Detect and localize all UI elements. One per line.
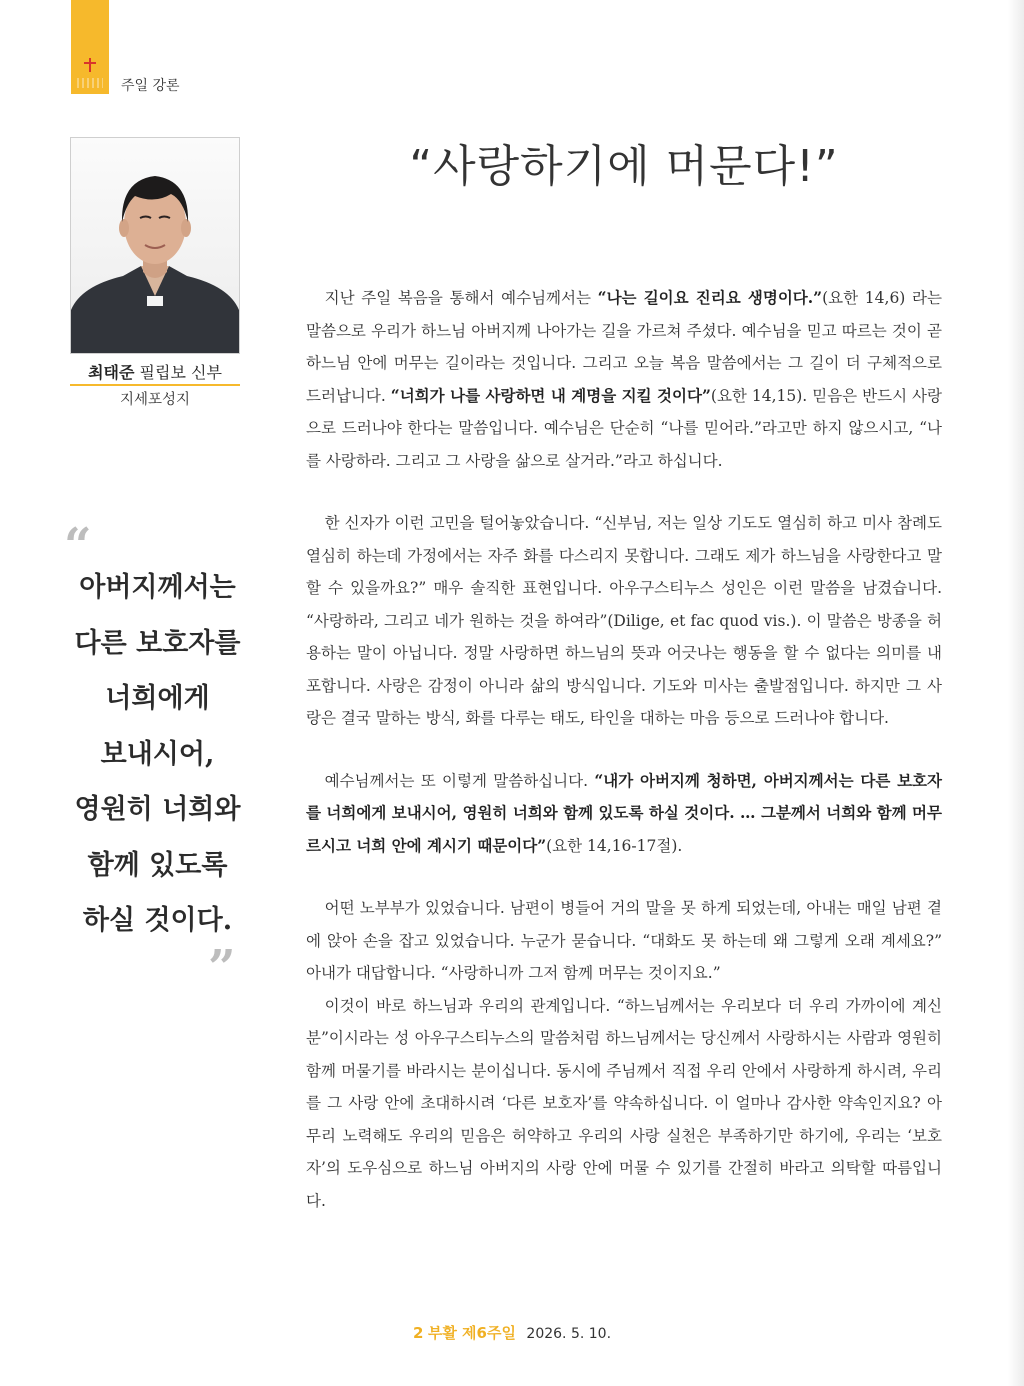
author-title: 필립보 신부 <box>134 363 222 382</box>
pull-quote-line: 영원히 너희와 <box>74 794 241 825</box>
page-footer <box>0 1322 1024 1343</box>
pull-quote-line: 다른 보호자를 <box>74 627 241 659</box>
paragraph: 이것이 바로 하느님과 우리의 관계입니다. “하느님께서는 우리보다 더 우리 가까이에 계신 분”이시라는 성 아우구스티누스의 말씀처럼 하느님께서는 당신께서 사랑하시는 사람과 영원히 함께 머물기를 바라시는 분이십니다. 동시에 주님께서 직접 우리 안에서 사랑하게 하시려, 우리를 그 사랑 안에 초대하시려 ‘다른 보호자’를 약속하십니다. 이 얼마나 감사한 약속인지요? 아무리 노력해도 우리의 믿음은 허약하고 우리의 사랑 실천은 부족하기만 하기에, 우리는 ‘보호자’의 도우심으로 하느님 아버지의 사랑 안에 머물 수 있기를 간절히 바라고 의탁할 따름입니다. <box>306 996 942 1210</box>
paragraph: 어떤 노부부가 있었습니다. 남편이 병들어 거의 말을 못 하게 되었는데, 아내는 매일 남편 곁에 앉아 손을 잡고 있었습니다. 누군가 묻습니다. “대화도 못 하는데 왜 그렇게 오래 계세요?” 아내가 대답합니다. “사랑하니까 그저 함께 머무는 것이지요.” <box>306 899 942 982</box>
page-edge-shadow <box>1008 0 1024 1386</box>
section-tab <box>71 0 109 94</box>
paragraph: 예수님께서는 또 이렇게 말씀하십니다. “내가 아버지께 청하면, 아버지께서는 다른 보호자를 너희에게 보내시어, 영원히 너희와 함께 있도록 하실 것이다. … 그분께서 너희와 함께 머무르시고 너희 안에 계시기 때문이다”(요한 14,16-17절). <box>306 770 942 855</box>
author-name <box>70 360 240 383</box>
pull-quote-line: 보내시어, <box>100 738 215 770</box>
cross-icon <box>81 56 99 74</box>
author-photo <box>70 137 240 354</box>
close-quote-mark: ” <box>208 940 236 996</box>
pull-quote-line: 하실 것이다. <box>82 905 233 936</box>
paragraph: 지난 주일 복음을 통해서 예수님께서는 “나는 길이요 진리요 생명이다.”(요한 14,6) 라는 말씀으로 우리가 하느님 아버지께 나아가는 길을 가르쳐 주셨다. 예수님을 믿고 따르는 것이 곧 하느님 안에 머무는 길이라는 것입니다. 그리고 오늘 복음 말씀에서는 그 길이 더 구체적으로 드러납니다. “너희가 나를 사랑하면 내 계명을 지킬 것이다”(요한 14,15). 믿음은 반드시 사랑으로 드러나야 한다는 말씀입니다. 예수님은 단순히 “나를 믿어라.”라고만 하지 않으시고, “나를 사랑하라. 그리고 그 사랑을 삶으로 살거라.”라고 하십니다. <box>306 288 942 470</box>
paragraph: 한 신자가 이런 고민을 털어놓았습니다. “신부님, 저는 일상 기도도 열심히 하고 미사 참례도 열심히 하는데 가정에서는 자주 화를 다스리지 못합니다. 그래도 제가 하느님을 사랑한다고 말할 수 있을까요?” 매우 솔직한 표현입니다. 아우구스티누스 성인은 이런 말씀을 남겼습니다. “사랑하라, 그리고 네가 원하는 것을 하여라”(Dilige, et fac quod vis.). 이 말씀은 방종을 허용하는 말이 아닙니다. 정말 사랑하면 하느님의 뜻과 어긋나는 행동을 할 수 없다는 의미를 내포합니다. 사랑은 감정이 아니라 삶의 방식입니다. 기도와 미사는 출발점입니다. 하지만 그 사랑은 결국 말하는 방식, 화를 다루는 태도, 타인을 대하는 마음 등으로 드러나야 합니다. <box>306 514 942 727</box>
pull-quote-line: 너희에게 <box>105 683 210 714</box>
open-quote-mark: “ <box>64 518 92 574</box>
pull-quote-line: 함께 있도록 <box>87 849 228 881</box>
page-number: 2 <box>412 1324 424 1342</box>
author-divider <box>70 384 240 386</box>
section-label: 주일 강론 <box>121 78 180 94</box>
issue-date: 2026. 5. 10. <box>526 1326 612 1342</box>
pull-quote <box>55 560 260 949</box>
pull-quote-line: 아버지께서는 <box>79 572 236 603</box>
author-surname-given: 최태준 <box>88 363 135 382</box>
tab-decoration <box>77 78 103 88</box>
author-affiliation: 지세포성지 <box>119 392 191 408</box>
article-title: “사랑하기에 머문다!” <box>409 141 839 192</box>
article-body <box>306 282 942 1217</box>
issue-name: 부활 제6주일 <box>427 1324 516 1342</box>
